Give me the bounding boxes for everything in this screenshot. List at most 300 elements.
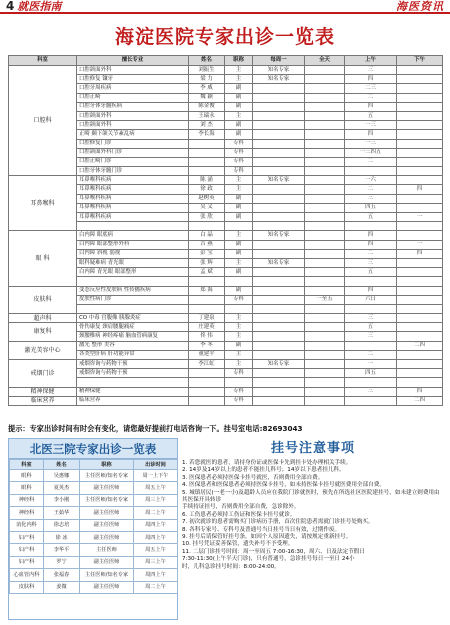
- doctor-title-cell: 副: [225, 240, 253, 249]
- am-cell: 三: [345, 332, 397, 341]
- doctor-name-cell: 王瑞永: [189, 111, 225, 120]
- list-item: 时，儿科急诊挂号时间：8:00-24:00。: [182, 563, 280, 570]
- dept-cell: 皮肤科: [9, 286, 77, 314]
- monday-cell: [253, 378, 305, 387]
- allday-cell: [305, 387, 345, 396]
- doctor-title-cell: [225, 378, 253, 387]
- monday-cell: [253, 314, 305, 323]
- specialty-cell: 各类型肝病 肝功能异常: [77, 350, 189, 359]
- specialty-cell: 白内障 眼底病: [77, 231, 189, 240]
- allday-cell: [305, 167, 345, 176]
- monday-cell: [253, 277, 305, 286]
- allday-cell: [305, 332, 345, 341]
- allday-cell: [305, 304, 345, 313]
- table-row: [9, 286, 443, 295]
- doctor-title-cell: 主: [225, 75, 253, 84]
- table-row: [9, 396, 443, 405]
- branch-name-cell: 张福春: [44, 569, 80, 581]
- allday-cell: [305, 139, 345, 148]
- pm-cell: [397, 360, 443, 369]
- pm-cell: [397, 148, 443, 157]
- specialty-cell: 临床营养: [77, 396, 189, 405]
- branch-title-cell: 副主任医师: [80, 507, 134, 519]
- doctor-title-cell: [225, 304, 253, 313]
- doctor-name-cell: [189, 387, 225, 396]
- allday-cell: [305, 111, 345, 120]
- am-cell: 二三: [345, 84, 397, 93]
- am-cell: 二: [345, 157, 397, 166]
- am-cell: 五: [345, 323, 397, 332]
- monday-cell: [253, 350, 305, 359]
- monday-cell: [253, 286, 305, 295]
- branch-time-cell: 周二上午: [134, 581, 178, 593]
- specialty-cell: 正畸 颞下颌关节紊乱病: [77, 130, 189, 139]
- doctor-title-cell: 主: [225, 314, 253, 323]
- table-row: [10, 531, 178, 543]
- pm-cell: [397, 167, 443, 176]
- allday-cell: [305, 75, 345, 84]
- pm-cell: [397, 84, 443, 93]
- allday-cell: [305, 66, 345, 75]
- col-allday: 全天: [305, 56, 345, 66]
- pm-cell: [397, 323, 443, 332]
- branch-name-cell: 姜微: [44, 581, 80, 593]
- section-name: 就医指南: [17, 0, 62, 13]
- pm-cell: [397, 111, 443, 120]
- table-row: [10, 581, 178, 593]
- monday-cell: [253, 148, 305, 157]
- doctor-title-cell: 副: [225, 102, 253, 111]
- specialty-cell: 耳鼻喉科疾病: [77, 185, 189, 194]
- specialty-cell: 变态反应性皮肤病 性传播疾病: [77, 286, 189, 295]
- list-item: 7:30-11:30(上午半天门诊)，只有普通号，急诊挂号每日一至日 24小: [182, 556, 355, 563]
- pm-cell: [397, 304, 443, 313]
- branch-title-cell: 副主任医师: [80, 531, 134, 543]
- dept-cell: 口腔科: [9, 66, 77, 176]
- notes-title: 挂号注意事项: [270, 441, 355, 456]
- am-cell: 五: [345, 111, 397, 120]
- branch-time-cell: 周四上午: [134, 531, 178, 543]
- specialty-cell: 口腔颌面外科: [77, 121, 189, 130]
- doctor-title-cell: 专科: [225, 396, 253, 405]
- am-cell: 三: [345, 258, 397, 267]
- allday-cell: [305, 185, 345, 194]
- doctor-name-cell: [189, 222, 225, 231]
- doctor-title-cell: 专科: [225, 295, 253, 304]
- dept-cell: 超声科: [9, 314, 77, 323]
- table-row: [9, 360, 443, 369]
- table-row: [9, 387, 443, 396]
- specialty-cell: 白内障 斜视 弱视: [77, 249, 189, 258]
- doctor-title-cell: 副: [225, 341, 253, 350]
- specialty-cell: 激光 整形 美容: [77, 341, 189, 350]
- doctor-title-cell: 副: [225, 84, 253, 93]
- branch-name-cell: 王茹华: [44, 507, 80, 519]
- monday-cell: [253, 121, 305, 130]
- branch-header-row: [10, 460, 178, 470]
- am-cell: [345, 277, 397, 286]
- monday-cell: 知名专家: [253, 360, 305, 369]
- page-number: 4: [6, 0, 15, 13]
- doctor-name-cell: 佟 伟: [189, 332, 225, 341]
- schedule-body: [9, 66, 443, 406]
- allday-cell: [305, 249, 345, 258]
- brand-name: 海医资讯: [396, 0, 444, 13]
- am-cell: 五: [345, 213, 397, 222]
- allday-cell: [305, 102, 345, 111]
- monday-cell: [253, 167, 305, 176]
- dept-cell: 耳鼻喉科: [9, 176, 77, 231]
- list-item: 4. 医保患者和医保患者必须持医保卡挂号，如未持医保卡挂号就医费用全部自费。: [182, 482, 385, 489]
- dept-cell: 康复科: [9, 323, 77, 341]
- allday-cell: [305, 314, 345, 323]
- pm-cell: [397, 277, 443, 286]
- allday-cell: [305, 157, 345, 166]
- monday-cell: 知名专家: [253, 258, 305, 267]
- am-cell: 四: [345, 286, 397, 295]
- list-item: 9. 挂号后请保管好挂号条，如因个人原因遗失，请按规定重新挂号。: [182, 534, 352, 541]
- branch-dept-cell: 眼科: [10, 470, 44, 482]
- monday-cell: [253, 332, 305, 341]
- branch-title: 北医三院专家出诊一览表: [9, 439, 177, 459]
- doctor-title-cell: 主: [225, 323, 253, 332]
- table-row: [9, 341, 443, 350]
- am-cell: [345, 222, 397, 231]
- branch-col-name: 姓名: [44, 460, 80, 470]
- allday-cell: [305, 286, 345, 295]
- doctor-name-cell: 白 晶: [189, 231, 225, 240]
- doctor-title-cell: 副: [225, 213, 253, 222]
- branch-dept-cell: 妇产科: [10, 531, 44, 543]
- doctor-name-cell: 张 辉: [189, 258, 225, 267]
- pm-cell: [397, 231, 443, 240]
- pm-cell: [397, 378, 443, 387]
- monday-cell: 知名专家: [253, 75, 305, 84]
- monday-cell: [253, 213, 305, 222]
- am-cell: 二: [345, 350, 397, 359]
- col-dept: 科室: [9, 56, 77, 66]
- monday-cell: [253, 268, 305, 277]
- am-cell: 二: [345, 249, 397, 258]
- notes-list: [182, 460, 444, 571]
- doctor-title-cell: 专科: [225, 387, 253, 396]
- branch-name-cell: 李小刚: [44, 494, 80, 506]
- am-cell: 三: [345, 194, 397, 203]
- pm-cell: [397, 176, 443, 185]
- monday-cell: [253, 102, 305, 111]
- doctor-title-cell: 主: [225, 258, 253, 267]
- branch-title-cell: 主任医师: [80, 544, 134, 556]
- dept-cell: 戒烟门诊: [9, 360, 77, 388]
- doctor-title-cell: 主: [225, 350, 253, 359]
- monday-cell: [253, 185, 305, 194]
- allday-cell: [305, 84, 345, 93]
- branch-title-cell: 副主任医师: [80, 581, 134, 593]
- allday-cell: [305, 93, 345, 102]
- am-cell: [345, 167, 397, 176]
- allday-cell: [305, 222, 345, 231]
- pm-cell: [397, 332, 443, 341]
- specialty-cell: 精神保健: [77, 387, 189, 396]
- branch-col-time: 出诊时间: [134, 460, 178, 470]
- specialty-cell: 耳鼻喉科疾病: [77, 176, 189, 185]
- specialty-cell: 口腔牙体牙髓疾病: [77, 102, 189, 111]
- allday-cell: [305, 194, 345, 203]
- list-item: 3. 医保患者必须持医保卡挂号就医，否则费用全部自费。: [182, 474, 324, 481]
- doctor-name-cell: 魏 颖: [189, 93, 225, 102]
- doctor-name-cell: 李长海: [189, 130, 225, 139]
- monday-cell: [253, 369, 305, 378]
- doctor-title-cell: 副: [225, 194, 253, 203]
- table-row: [10, 569, 178, 581]
- branch-name-cell: 夏英杰: [44, 482, 80, 494]
- branch-name-cell: 徐 冰: [44, 531, 80, 543]
- header-section: [6, 0, 61, 14]
- list-item: 手续持证挂号，否则费用全部自费，急诊除外。: [182, 504, 300, 511]
- allday-cell: [305, 268, 345, 277]
- allday-cell: [305, 378, 345, 387]
- doctor-name-cell: 梁 力: [189, 75, 225, 84]
- am-cell: 一六: [345, 176, 397, 185]
- allday-cell: [305, 148, 345, 157]
- monday-cell: 知名专家: [253, 231, 305, 240]
- branch-time-cell: 周一上下午: [134, 470, 178, 482]
- allday-cell: [305, 341, 345, 350]
- allday-cell: [305, 396, 345, 405]
- branch-col-title: 职称: [80, 460, 134, 470]
- pm-cell: 四: [397, 387, 443, 396]
- branch-time-cell: 周四上午: [134, 569, 178, 581]
- specialty-cell: 口腔正畸: [77, 93, 189, 102]
- doctor-name-cell: 李江虹: [189, 360, 225, 369]
- am-cell: 二: [345, 185, 397, 194]
- doctor-title-cell: 副: [225, 203, 253, 212]
- branch-dept-cell: 神经科: [10, 507, 44, 519]
- monday-cell: [253, 84, 305, 93]
- branch-col-dept: 科室: [10, 460, 44, 470]
- table-row: [9, 323, 443, 332]
- monday-cell: [253, 295, 305, 304]
- allday-cell: [305, 231, 345, 240]
- branch-dept-cell: 消化内科: [10, 519, 44, 531]
- branch-title-cell: 副主任医师: [80, 519, 134, 531]
- list-item: 10. 挂号凭证妥善保管，遗失补号不予受理。: [182, 541, 294, 548]
- allday-cell: [305, 213, 345, 222]
- pm-cell: [397, 93, 443, 102]
- doctor-name-cell: [189, 295, 225, 304]
- table-row: [9, 231, 443, 240]
- am-cell: [345, 341, 397, 350]
- doctor-title-cell: 主: [225, 176, 253, 185]
- am-cell: 四: [345, 75, 397, 84]
- branch-title-cell: 副主任医师: [80, 482, 134, 494]
- doctor-title-cell: 主: [225, 111, 253, 120]
- pm-cell: 四: [397, 249, 443, 258]
- specialty-cell: [77, 222, 189, 231]
- monday-cell: [253, 249, 305, 258]
- doctor-name-cell: [189, 157, 225, 166]
- table-row: [10, 519, 178, 531]
- doctor-name-cell: 彭 宝: [189, 249, 225, 258]
- branch-time-cell: 周五上午: [134, 482, 178, 494]
- am-cell: 四: [345, 130, 397, 139]
- am-cell: 四五: [345, 369, 397, 378]
- pm-cell: [397, 66, 443, 75]
- allday-cell: [305, 360, 345, 369]
- pm-cell: [397, 102, 443, 111]
- am-cell: 一三: [345, 139, 397, 148]
- branch-dept-cell: 皮肤科: [10, 581, 44, 593]
- monday-cell: [253, 222, 305, 231]
- doctor-title-cell: 专科: [225, 139, 253, 148]
- branch-time-cell: 周二上午: [134, 507, 178, 519]
- doctor-name-cell: 赵树英: [189, 194, 225, 203]
- doctor-title-cell: 专科: [225, 369, 253, 378]
- col-monday: 每周一: [253, 56, 305, 66]
- allday-cell: [305, 350, 345, 359]
- table-row: [10, 556, 178, 568]
- doctor-name-cell: [189, 378, 225, 387]
- dept-cell: 激光美容中心: [9, 341, 77, 359]
- page-title: 海淀医院专家出诊一览表: [114, 26, 335, 48]
- header-band: [0, 0, 450, 14]
- specialty-cell: 耳鼻喉科疾病: [77, 203, 189, 212]
- doctor-name-cell: 李 威: [189, 84, 225, 93]
- branch-title-cell: 主任医师/知名专家: [80, 569, 134, 581]
- pm-cell: 一: [397, 213, 443, 222]
- am-cell: [345, 304, 397, 313]
- branch-time-cell: 周四上午: [134, 519, 178, 531]
- dept-cell: 眼 科: [9, 231, 77, 286]
- pm-cell: [397, 295, 443, 304]
- specialty-cell: [77, 378, 189, 387]
- specialty-cell: CO 中毒 宫腹像 胰腺炎症: [77, 314, 189, 323]
- doctor-name-cell: 陈金俊: [189, 102, 225, 111]
- am-cell: 六日: [345, 295, 397, 304]
- am-cell: 一三: [345, 121, 397, 130]
- table-row: [10, 470, 178, 482]
- monday-cell: [253, 93, 305, 102]
- doctor-name-cell: 陈 涌: [189, 176, 225, 185]
- pm-cell: [397, 268, 443, 277]
- am-cell: 二: [345, 93, 397, 102]
- schedule-header-row: [9, 56, 443, 66]
- specialty-cell: 戒烟咨询与药物干预: [77, 369, 189, 378]
- specialty-cell: 口腔修复门诊: [77, 139, 189, 148]
- doctor-title-cell: 主: [225, 332, 253, 341]
- doctor-title-cell: 副: [225, 249, 253, 258]
- am-cell: 五: [345, 268, 397, 277]
- am-cell: 三: [345, 314, 397, 323]
- branch-title-cell: 主任医师/知名专家: [80, 494, 134, 506]
- specialty-cell: 颈腰椎病 神经疼痛 脑血管病康复: [77, 332, 189, 341]
- col-title: 职称: [225, 56, 253, 66]
- table-row: [9, 176, 443, 185]
- allday-cell: [305, 323, 345, 332]
- pm-cell: [397, 139, 443, 148]
- am-cell: 四: [345, 240, 397, 249]
- specialty-cell: 戒烟咨询与药物干预: [77, 360, 189, 369]
- doctor-title-cell: 主: [225, 231, 253, 240]
- table-row: [9, 66, 443, 75]
- branch-name-cell: 罗宁: [44, 556, 80, 568]
- allday-cell: [305, 240, 345, 249]
- specialty-cell: [77, 304, 189, 313]
- specialty-cell: 皮肤性病门诊: [77, 295, 189, 304]
- monday-cell: [253, 387, 305, 396]
- branch-dept-cell: 眼科: [10, 482, 44, 494]
- allday-cell: [305, 369, 345, 378]
- col-pm: 下午: [397, 56, 443, 66]
- am-cell: 四: [345, 102, 397, 111]
- list-item: 1. 若您就医的患者，请持身份证或医保卡先到挂卡处办理相关手续。: [182, 460, 352, 466]
- doctor-title-cell: 主: [225, 66, 253, 75]
- doctor-name-cell: 徐 政: [189, 185, 225, 194]
- branch-name-cell: 徐志培: [44, 519, 80, 531]
- allday-cell: [305, 121, 345, 130]
- doctor-name-cell: 董建平: [189, 350, 225, 359]
- doctor-name-cell: 丁建泉: [189, 314, 225, 323]
- branch-name-cell: 李华平: [44, 544, 80, 556]
- doctor-name-cell: 郑 海: [189, 286, 225, 295]
- doctor-title-cell: 专科: [225, 167, 253, 176]
- am-cell: 一三四五: [345, 148, 397, 157]
- branch-title-cell: 主任医师/知名专家: [80, 470, 134, 482]
- branch-time-cell: 周三上午: [134, 494, 178, 506]
- doctor-title-cell: 副: [225, 121, 253, 130]
- pm-cell: [397, 121, 443, 130]
- doctor-title-cell: 主: [225, 185, 253, 194]
- monday-cell: [253, 240, 305, 249]
- specialty-cell: 耳鼻喉科疾病: [77, 213, 189, 222]
- monday-cell: [253, 341, 305, 350]
- doctor-name-cell: 刘 杰: [189, 121, 225, 130]
- am-cell: 三: [345, 66, 397, 75]
- branch-dept-cell: 妇产科: [10, 556, 44, 568]
- list-item: 8. 各科专家号、专科号及普通号当日挂号当日有效，过期作废。: [182, 526, 341, 533]
- pm-cell: [397, 75, 443, 84]
- table-row: [10, 482, 178, 494]
- doctor-name-cell: 吉 燕: [189, 240, 225, 249]
- pm-cell: [397, 130, 443, 139]
- doctor-name-cell: [189, 396, 225, 405]
- am-cell: 三: [345, 387, 397, 396]
- doctor-name-cell: 刘振生: [189, 66, 225, 75]
- pm-cell: [397, 222, 443, 231]
- doctor-name-cell: 张 欣: [189, 213, 225, 222]
- pm-cell: [397, 157, 443, 166]
- doctor-title-cell: [225, 277, 253, 286]
- doctor-name-cell: 孟 斌: [189, 268, 225, 277]
- am-cell: 四五: [345, 203, 397, 212]
- list-item: 7. 初次就诊的患者需购买门诊病历手册，首次住院患者需就门诊挂号处购买。: [182, 519, 374, 526]
- pm-cell: [397, 194, 443, 203]
- branch-time-cell: 周三上午: [134, 556, 178, 568]
- branch-body: [10, 470, 178, 594]
- branch-dept-cell: 妇产科: [10, 544, 44, 556]
- pm-cell: [397, 369, 443, 378]
- allday-cell: [305, 203, 345, 212]
- pm-cell: [397, 286, 443, 295]
- specialty-cell: 口腔修复 镶牙: [77, 75, 189, 84]
- allday-cell: [305, 258, 345, 267]
- dept-cell: 临床营养: [9, 396, 77, 405]
- am-cell: 四: [345, 231, 397, 240]
- doctor-title-cell: [225, 222, 253, 231]
- doctor-title-cell: 副: [225, 130, 253, 139]
- doctor-name-cell: [189, 369, 225, 378]
- branch-time-cell: 周五上午: [134, 544, 178, 556]
